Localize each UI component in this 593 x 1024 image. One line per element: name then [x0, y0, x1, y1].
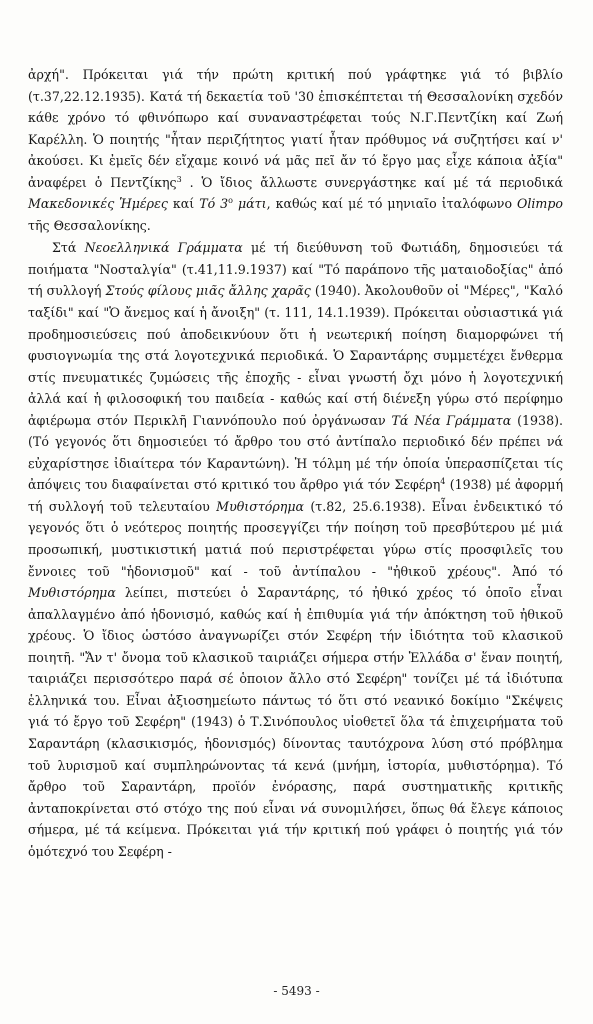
- italic-title: Στούς φίλους μιᾶς ἄλλης χαρᾶς: [105, 283, 311, 299]
- body-text: [28, 64, 563, 862]
- paragraph-1: [28, 64, 563, 236]
- text-run: καί: [167, 196, 200, 212]
- italic-title: Τό 3: [199, 196, 229, 212]
- text-run: (1938). (Τό γεγονός ὅτι δημοσιεύει τό ἄρθρο του στό ἀντίπαλο περιοδικό δέν πρέπει νά εὐχαρίστησε ἰδιαίτερα τόν Καραντώνη). Ἡ τόλμη μέ τήν ὁποία ὑπερασπίζεται τίς ἀπόψεις του διαφαίνεται στό κριτικό του ἄρθρο γιά τόν Σεφέρη: [28, 412, 563, 493]
- text-run: . Ὁ ἴδιος ἄλλωστε συνεργάστηκε καί μέ τά περιοδικά: [181, 174, 563, 190]
- footnote-marker: ο: [228, 196, 233, 206]
- text-run: (τ.82, 25.6.1938). Εἶναι ἐνδεικτικό τό γεγονός ὅτι ὁ νεότερος ποιητής προσεγγίζει τήν ποίηση τοῦ πρεσβύτερου μέ μιά προσωπική, μυστικιστική ματιά πού περιστρέφεται γύρω στίς προσφιλεῖς του ἔννοιες τοῦ "ἡδονισμοῦ" καί - τοῦ ἀντίπαλου - "ἠθικοῦ χρέους". Ἀπό τό: [28, 498, 564, 579]
- text-run: μέ τή διεύθυνση τοῦ Φωτιάδη, δημοσιεύει τά ποιήματα "Νοσταλγία" (τ.41,11.9.1937) καί "Τό παράπονο τῆς ματαιοδοξίας" ἀπό τή συλλογή: [28, 240, 563, 299]
- text-run: , καθώς καί μέ τό μηνιαῖο ἰταλόφωνο: [266, 196, 518, 212]
- paragraph-2: [28, 237, 563, 862]
- italic-title: Μυθιστόρημα: [216, 498, 305, 514]
- italic-title: μάτι: [233, 196, 267, 212]
- text-run: ἀρχή". Πρόκειται γιά τήν πρώτη κριτική πού γράφτηκε γιά τό βιβλίο (τ.37,22.12.1935). Κατά τή δεκαετία τοῦ '30 ἐπισκέπτεται τή Θεσσαλονίκη σχεδόν κάθε χρόνο τό φθινόπωρο καί συναναστρέφεται τούς Ν.Γ.Πεντζίκη καί Ζωή Καρέλλη. Ὁ ποιητής "ἦταν περιζήτητος γιατί ἦταν πρόθυμος νά συζητήσει καί ν' ἀκούσει. Κι ἐμεῖς δέν εἴχαμε κοινό νά μᾶς πεῖ ἄν τό ἔργο μας εἶχε κάποια ἀξία" ἀναφέρει ὁ Πεντζίκης: [28, 67, 563, 190]
- italic-title: Νεοελληνικά Γράμματα: [84, 240, 243, 256]
- text-run: (1940). Ἀκολουθοῦν οἱ "Μέρες", "Καλό ταξίδι" καί "Ὁ ἄνεμος καί ἡ ἄνοιξη" (τ. 111, 14.1.1939). Πρόκειται οὐσιαστικά γιά προδημοσιεύσεις πού ἀποδεικνύουν ὅτι ἡ νεωτερική ποίηση διαμορφώνει τή φυσιογνωμία της στά λογοτεχνικά περιοδικά. Ὁ Σαραντάρης συμμετέχει ἔνθερμα στίς πνευματικές ζυμώσεις τῆς ἐποχῆς - εἶναι γνωστή ὄχι μόνο ἡ λογοτεχνική ἀλλά καί ἡ φιλοσοφική του παιδεία - καθώς καί στή διένεξη γύρω στό περίφημο ἀφιέρωμα στόν Περικλῆ Γιαννόπουλο πού ὀργάνωσαν: [28, 283, 563, 428]
- footnote-marker: 4: [440, 477, 446, 487]
- italic-title: Olimpo: [517, 196, 563, 212]
- text-run: Στά: [52, 240, 85, 256]
- text-run: (1938) μέ ἀφορμή τή συλλογή τοῦ τελευταίου: [28, 477, 564, 514]
- text-run: τῆς Θεσσαλονίκης.: [28, 217, 151, 233]
- italic-title: Μυθιστόρημα: [28, 585, 116, 601]
- italic-title: Μακεδονικές Ἡμέρες: [28, 196, 168, 212]
- footnote-marker: 3: [176, 174, 182, 184]
- text-run: λείπει, πιστεύει ὁ Σαραντάρης, τό ἠθικό χρέος τό ὁποῖο εἶναι ἀπαλλαγμένο ἀπό ἡδονισμό, καθώς καί ἡ ἐπιθυμία γιά τήν ἀπόκτηση τοῦ ἠθικοῦ χρέους. Ὁ ἴδιος ὡστόσο ἀναγνωρίζει στόν Σεφέρη τήν ἰδιότητα τοῦ κλασικοῦ ποιητῆ. "Ἄν τ' ὄνομα τοῦ κλασικοῦ ταιριάζει σήμερα στήν Ἑλλάδα σ' ἕναν ποιητή, ταιριάζει περισσότερο παρά σέ ὁποιον ἄλλο στό Σεφέρη" τονίζει μέ τά ἰδιότυπα ἑλληνικά του. Εἶναι ἀξιοσημείωτο πάντως τό ὅτι στό νεανικό δοκίμιο "Σκέψεις γιά τό ἔργο τοῦ Σεφέρη" (1943) ὁ Τ.Σινόπουλος υἱοθετεῖ ὅλα τά ἐπιχειρήματα τοῦ Σαραντάρη (κλασικισμός, ἡδονισμός) δίνοντας ταυτόχρονα λύση στό πρόβλημα τοῦ λυρισμοῦ καί συμπληρώνοντας τά κενά (μνήμη, ἱστορία, μυθιστόρημα). Τό ἄρθρο τοῦ Σαραντάρη, προϊόν ἐνόρασης, παρά συστηματικῆς κριτικῆς ἀνταποκρίνεται στό στόχο της πού εἶναι νά συνομιλήσει, ὅπως θά ἔλεγε κάποιος σήμερα, μέ τά κείμενα. Πρόκειται γιά τήν κριτική πού γράφει ὁ ποιητής γιά τόν ὁμότεχνό του Σεφέρη -: [28, 585, 563, 859]
- page-number: - 5493 -: [273, 984, 320, 998]
- italic-title: Τά Νέα Γράμματα: [391, 412, 512, 428]
